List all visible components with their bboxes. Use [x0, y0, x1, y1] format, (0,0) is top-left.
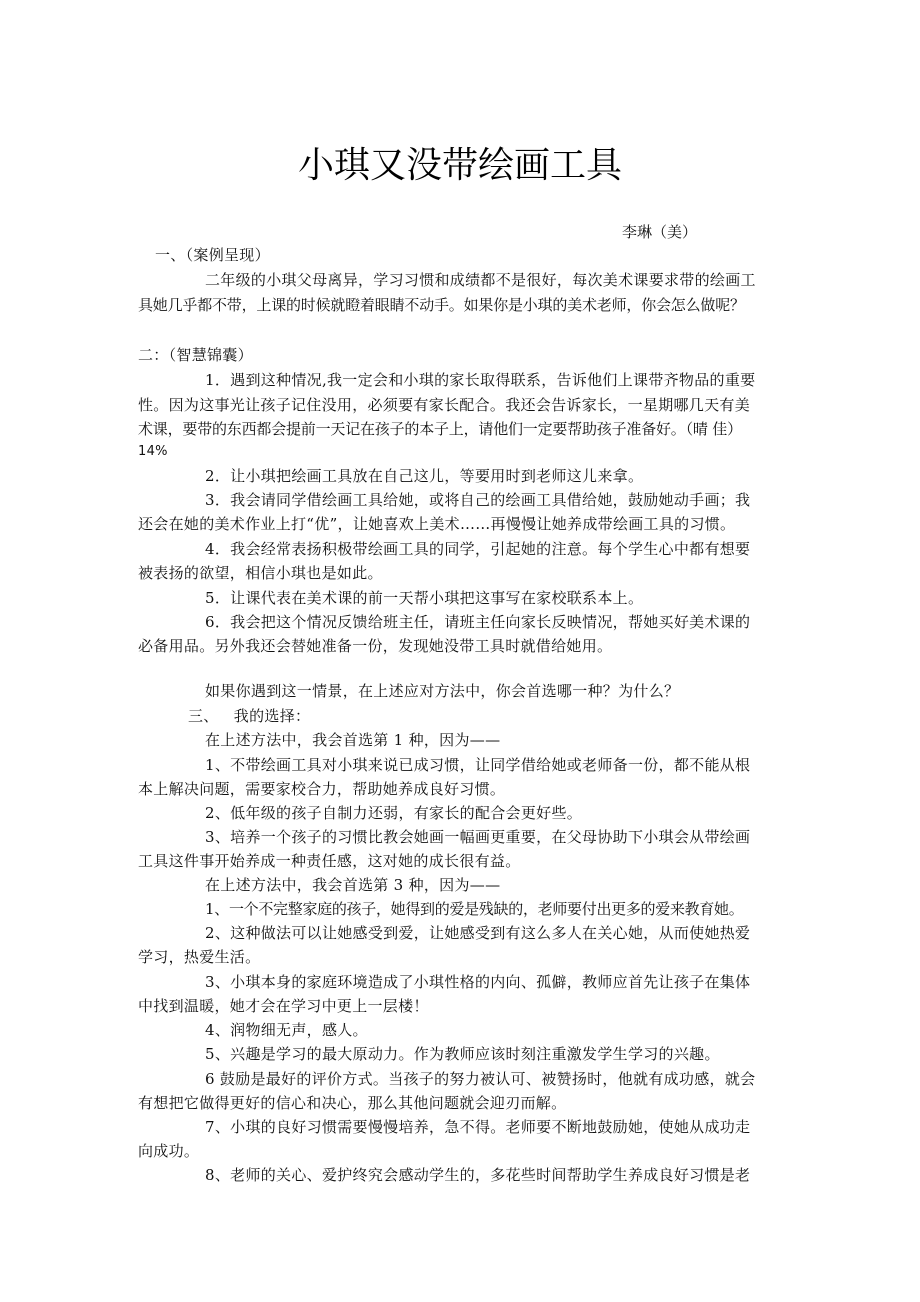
section-heading-tips: 二：（智慧锦囊）	[138, 346, 253, 364]
choice-line: 向成功。	[138, 1142, 200, 1160]
section-heading-case: 一、（案例呈现）	[155, 246, 270, 264]
choice-line: 1、不带绘画工具对小琪来说已成习惯，让同学借给她或老师备一份，都不能从根	[205, 756, 751, 774]
list-item-line: 术课，要带的东西都会提前一天记在孩子的本子上，请他们一定要帮助孩子准备好。（晴 佳）	[138, 420, 742, 438]
paragraph-line: 二年级的小琪父母离异，学习习惯和成绩都不是很好，每次美术课要求带的绘画工	[205, 271, 756, 289]
choice-line: 有想把它做得更好的信心和决心，那么其他问题就会迎刃而解。	[138, 1094, 567, 1112]
choice-line: 本上解决问题，需要家校合力，帮助她养成良好习惯。	[138, 780, 506, 798]
list-item-line: 5．让课代表在美术课的前一天帮小琪把这事写在家校联系本上。	[205, 589, 644, 607]
list-item-line: 性。因为这事光让孩子记住没用，必须要有家长配合。我还会告诉家长，一星期哪几天有美	[138, 396, 751, 414]
list-item-line: 1．遇到这种情况,我一定会和小琪的家长取得联系，告诉他们上课带齐物品的重要	[205, 371, 756, 389]
choice-line: 工具这件事开始养成一种责任感，这对她的成长很有益。	[138, 852, 521, 870]
choice-line: 在上述方法中，我会首选第 3 种，因为——	[205, 876, 501, 894]
choice-line: 中找到温暖，她才会在学习中更上一层楼！	[138, 997, 429, 1015]
paragraph-line: 具她几乎都不带，上课的时候就瞪着眼睛不动手。如果你是小琪的美术老师，你会怎么做呢？	[138, 296, 745, 314]
list-item-line: 3．我会请同学借绘画工具给她，或将自己的绘画工具借给她，鼓励她动手画；我	[205, 491, 751, 509]
document-title: 小琪又没带绘画工具	[297, 145, 622, 186]
author-line: 李琳（美）	[622, 223, 698, 241]
choice-line: 3、培养一个孩子的习惯比教会她画一幅画更重要，在父母协助下小琪会从带绘画	[205, 828, 751, 846]
choice-line: 7、小琪的良好习惯需要慢慢培养，急不得。老师要不断地鼓励她，使她从成功走	[205, 1118, 751, 1136]
question-line: 如果你遇到这一情景，在上述应对方法中，你会首选哪一种？为什么？	[205, 682, 680, 700]
list-item-line: 6．我会把这个情况反馈给班主任，请班主任向家长反映情况，帮她买好美术课的	[205, 613, 751, 631]
list-item-line: 必备用品。另外我还会替她准备一份，发现她没带工具时就借给她用。	[138, 637, 613, 655]
percent-note: 14%	[138, 444, 168, 459]
choice-line: 1、一个不完整家庭的孩子，她得到的爱是残缺的，老师要付出更多的爱来教育她。	[205, 900, 744, 918]
choice-line: 在上述方法中，我会首选第 1 种，因为——	[205, 731, 501, 749]
list-item-line: 2．让小琪把绘画工具放在自己这儿，等要用时到老师这儿来拿。	[205, 467, 644, 485]
choice-line: 2、低年级的孩子自制力还弱，有家长的配合会更好些。	[205, 804, 583, 822]
choice-line: 学习，热爱生活。	[138, 948, 261, 966]
list-item-line: 4．我会经常表扬积极带绘画工具的同学，引起她的注意。每个学生心中都有想要	[205, 540, 751, 558]
choice-line: 5、兴趣是学习的最大原动力。作为教师应该时刻注重激发学生学习的兴趣。	[205, 1045, 720, 1063]
choice-line: 4、润物细无声，感人。	[205, 1021, 368, 1039]
choice-line: 2、这种做法可以让她感受到爱，让她感受到有这么多人在关心她，从而使她热爱	[205, 924, 751, 942]
section-heading-choice: 三、 我的选择：	[188, 707, 311, 725]
choice-line: 8、老师的关心、爱护终究会感动学生的，多花些时间帮助学生养成良好习惯是老	[205, 1166, 751, 1184]
list-item-line: 被表扬的欲望，相信小琪也是如此。	[138, 564, 383, 582]
list-item-line: 还会在她的美术作业上打“优”，让她喜欢上美术……再慢慢让她养成带绘画工具的习惯。	[138, 515, 736, 533]
choice-line: 6 鼓励是最好的评价方式。当孩子的努力被认可、被赞扬时，他就有成功感，就会	[205, 1070, 756, 1088]
choice-line: 3、小琪本身的家庭环境造成了小琪性格的内向、孤僻，教师应首先让孩子在集体	[205, 973, 751, 991]
